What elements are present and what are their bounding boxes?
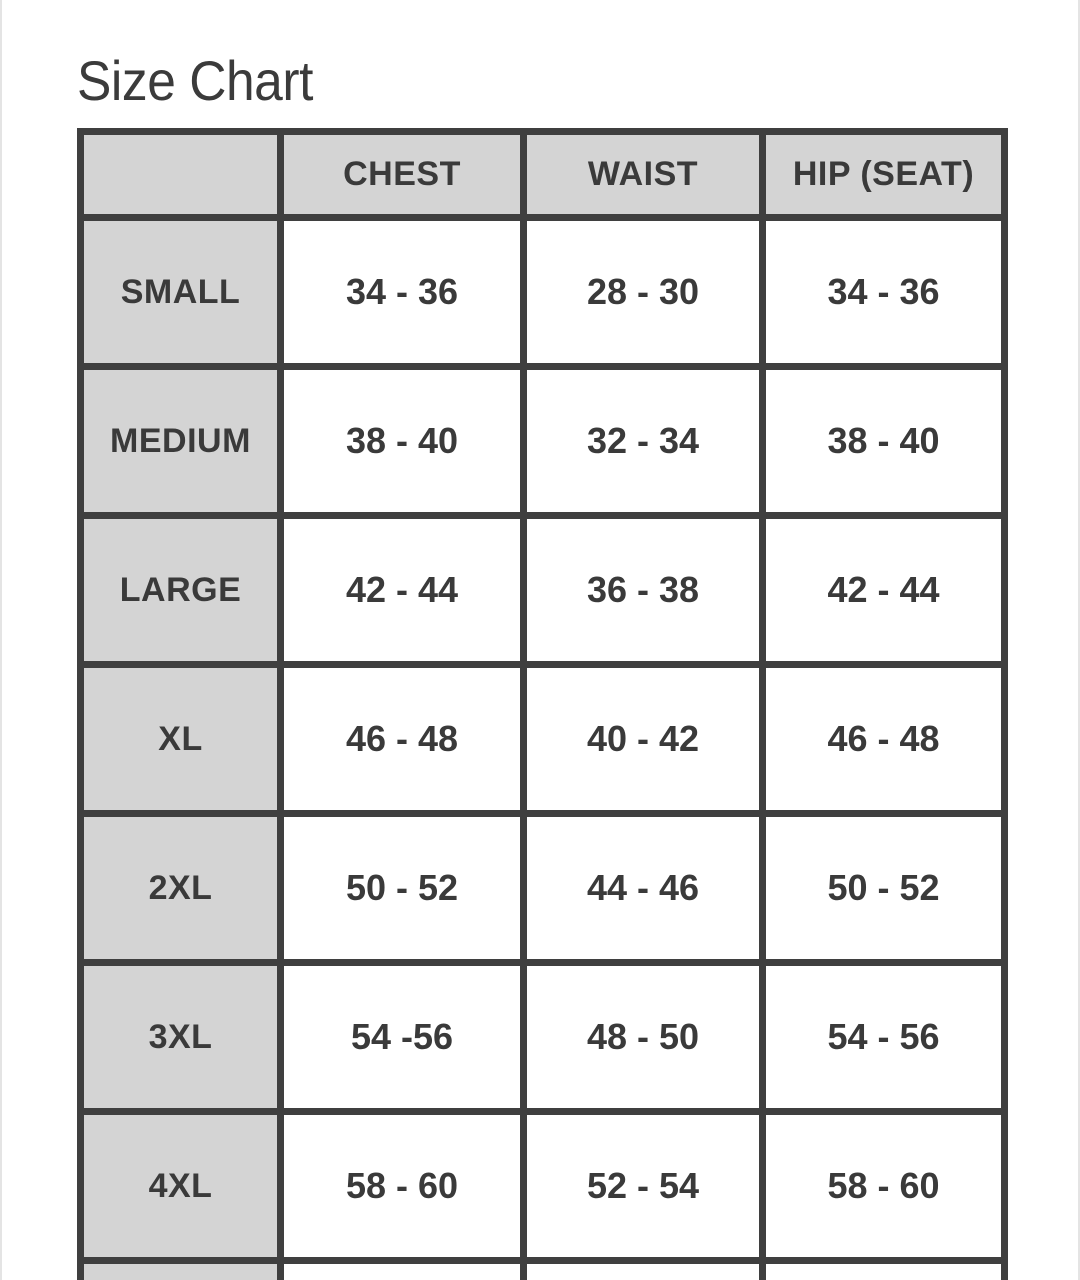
table-row — [84, 370, 1001, 519]
table-row — [84, 817, 1001, 966]
size-label-cell: 3XL — [84, 966, 284, 1115]
hip-cell: 34 - 36 — [766, 221, 1001, 370]
chest-cell: 46 - 48 — [284, 668, 527, 817]
chest-cell: 54 -56 — [284, 966, 527, 1115]
header-cell-chest: CHEST — [284, 135, 527, 221]
hip-cell: 54 - 56 — [766, 966, 1001, 1115]
chest-cell: 58 - 60 — [284, 1115, 527, 1264]
table-row — [84, 221, 1001, 370]
chest-cell: 50 - 52 — [284, 817, 527, 966]
hip-cell: 50 - 52 — [766, 817, 1001, 966]
table-row — [84, 966, 1001, 1115]
table-row — [84, 668, 1001, 817]
waist-cell: 48 - 50 — [527, 966, 766, 1115]
table-header-row — [84, 135, 1001, 221]
size-label-cell: 4XL — [84, 1115, 284, 1264]
table-row-partial — [84, 1264, 1001, 1280]
size-chart-table — [77, 128, 1008, 1280]
waist-cell: 52 - 54 — [527, 1115, 766, 1264]
chest-cell: 38 - 40 — [284, 370, 527, 519]
size-label-cell: MEDIUM — [84, 370, 284, 519]
hip-cell — [766, 1264, 1001, 1280]
hip-cell: 38 - 40 — [766, 370, 1001, 519]
header-cell-size — [84, 135, 284, 221]
waist-cell: 28 - 30 — [527, 221, 766, 370]
size-label-cell: XL — [84, 668, 284, 817]
waist-cell: 40 - 42 — [527, 668, 766, 817]
hip-cell: 46 - 48 — [766, 668, 1001, 817]
header-cell-hip: HIP (SEAT) — [766, 135, 1001, 221]
waist-cell: 44 - 46 — [527, 817, 766, 966]
hip-cell: 42 - 44 — [766, 519, 1001, 668]
chest-cell: 34 - 36 — [284, 221, 527, 370]
chest-cell — [284, 1264, 527, 1280]
page-title: Size Chart — [77, 49, 313, 112]
hip-cell: 58 - 60 — [766, 1115, 1001, 1264]
table-row — [84, 519, 1001, 668]
chest-cell: 42 - 44 — [284, 519, 527, 668]
size-label-cell — [84, 1264, 284, 1280]
waist-cell: 32 - 34 — [527, 370, 766, 519]
size-label-cell: 2XL — [84, 817, 284, 966]
header-cell-waist: WAIST — [527, 135, 766, 221]
waist-cell — [527, 1264, 766, 1280]
waist-cell: 36 - 38 — [527, 519, 766, 668]
size-label-cell: LARGE — [84, 519, 284, 668]
table-row — [84, 1115, 1001, 1264]
size-label-cell: SMALL — [84, 221, 284, 370]
